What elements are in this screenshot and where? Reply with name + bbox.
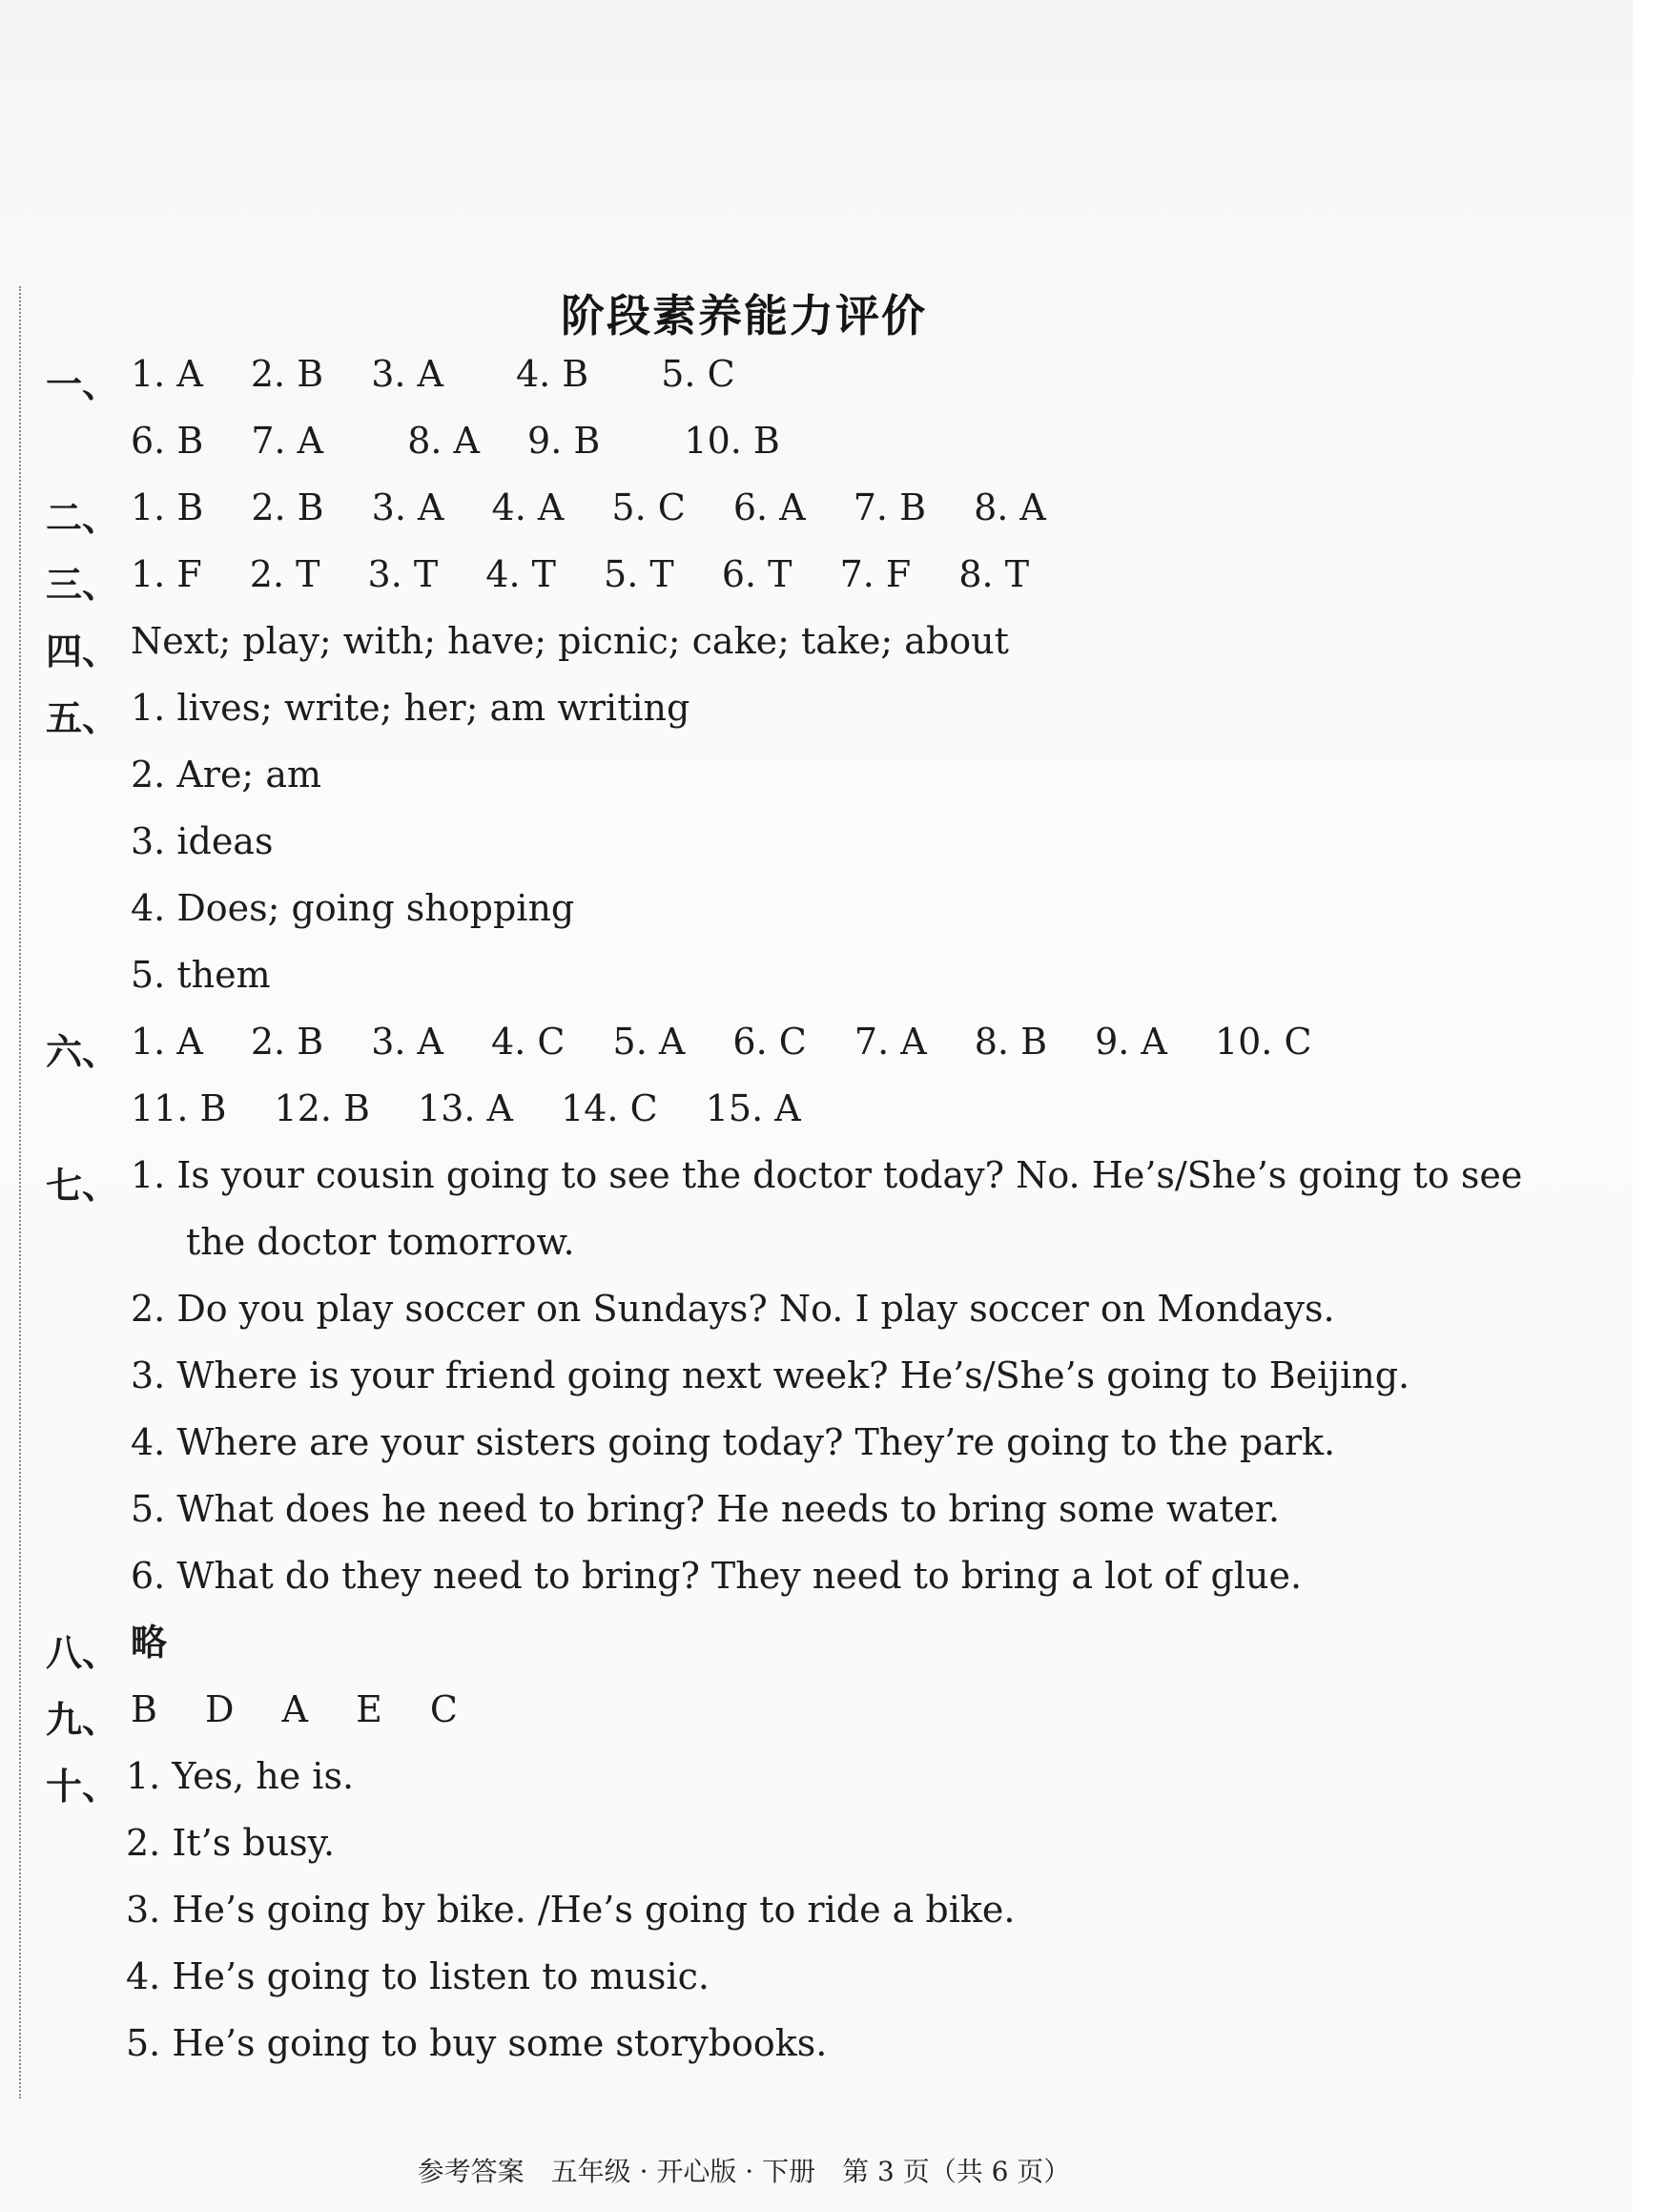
section-3-label: 三、	[46, 564, 119, 606]
section-7-line-1-cont: the doctor tomorrow.	[186, 1221, 575, 1263]
section-1-line-1: 1. A 2. B 3. A 4. B 5. C	[131, 353, 735, 395]
section-7-line-5: 5. What does he need to bring? He needs to bring some water.	[131, 1488, 1280, 1530]
section-10-line-1: 1. Yes, he is.	[126, 1755, 355, 1797]
section-1-line-2: 6. B 7. A 8. A 9. B 10. B	[131, 420, 780, 462]
section-7-line-1: 1. Is your cousin going to see the doctor today? No. He’s/She’s going to see	[131, 1154, 1523, 1196]
section-10-line-2: 2. It’s busy.	[126, 1822, 336, 1864]
section-5-line-4: 4. Does; going shopping	[131, 887, 575, 929]
section-8-line-1: 略	[131, 1622, 168, 1664]
section-2-label: 二、	[46, 497, 119, 539]
section-4-label: 四、	[46, 631, 119, 672]
section-5-line-3: 3. ideas	[131, 820, 274, 862]
section-7-line-6: 6. What do they need to bring? They need to bring a lot of glue.	[131, 1555, 1303, 1597]
section-5-label: 五、	[46, 697, 119, 739]
section-10-line-5: 5. He’s going to buy some storybooks.	[126, 2022, 828, 2064]
section-5-line-1: 1. lives; write; her; am writing	[131, 687, 690, 729]
section-6-line-1: 1. A 2. B 3. A 4. C 5. A 6. C 7. A 8. B 9. A 10. C	[131, 1021, 1312, 1063]
section-4-line-1: Next; play; with; have; picnic; cake; take; about	[131, 620, 1009, 662]
section-8-label: 八、	[46, 1632, 119, 1674]
page-edge	[1633, 0, 1667, 2212]
section-7-line-4: 4. Where are your sisters going today? They’re going to the park.	[131, 1421, 1336, 1463]
section-10-line-4: 4. He’s going to listen to music.	[126, 1955, 710, 1997]
section-7-label: 七、	[46, 1165, 119, 1207]
section-7-line-2: 2. Do you play soccer on Sundays? No. I play soccer on Mondays.	[131, 1288, 1335, 1330]
section-7-line-3: 3. Where is your friend going next week? He’s/She’s going to Beijing.	[131, 1354, 1410, 1396]
section-9-label: 九、	[46, 1699, 119, 1741]
section-10-line-3: 3. He’s going by bike. /He’s going to ride a bike.	[126, 1889, 1016, 1931]
section-5-line-5: 5. them	[131, 954, 271, 996]
page-title: 阶段素养能力评价	[561, 290, 927, 341]
section-10-label: 十、	[46, 1766, 119, 1808]
page-footer: 参考答案 五年级 · 开心版 · 下册 第 3 页（共 6 页）	[417, 2156, 1071, 2187]
section-5-line-2: 2. Are; am	[131, 754, 322, 796]
binding-margin-rule	[19, 286, 21, 2098]
section-1-label: 一、	[46, 363, 119, 405]
section-2-line-1: 1. B 2. B 3. A 4. A 5. C 6. A 7. B 8. A	[131, 486, 1046, 528]
section-6-label: 六、	[46, 1031, 119, 1073]
section-6-line-2: 11. B 12. B 13. A 14. C 15. A	[131, 1087, 801, 1129]
section-3-line-1: 1. F 2. T 3. T 4. T 5. T 6. T 7. F 8. T	[131, 553, 1030, 595]
section-9-line-1: B D A E C	[131, 1688, 458, 1730]
